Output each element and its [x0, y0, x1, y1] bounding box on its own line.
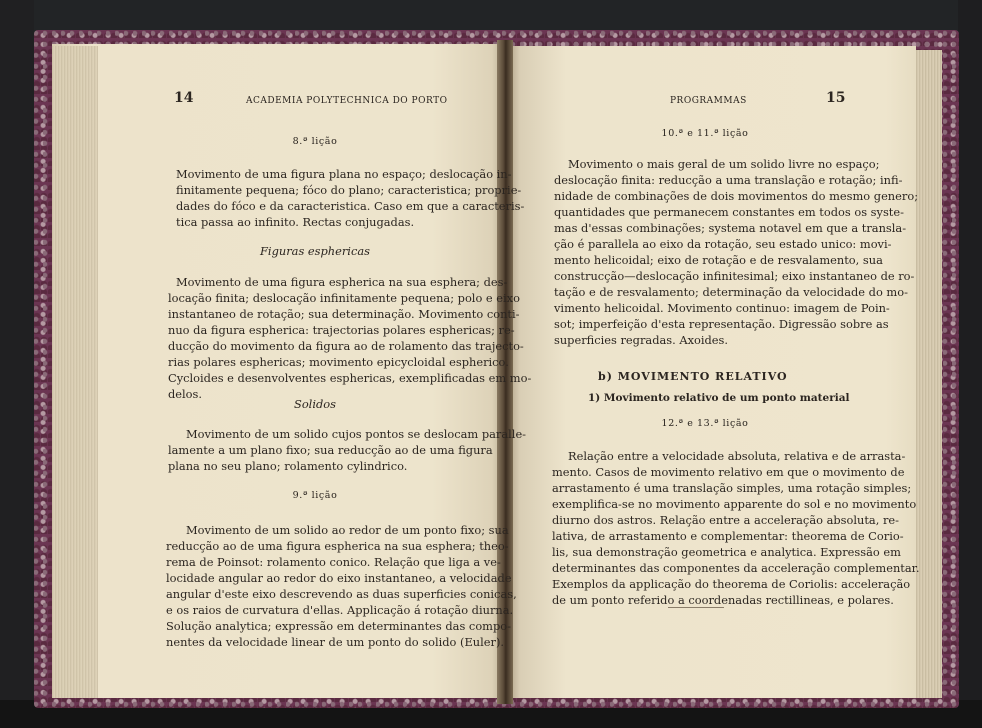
paragraph-line: finitamente pequena; fóco do plano; caracteristica; proprie- [176, 183, 522, 197]
page-number-left: 14 [174, 90, 194, 106]
paragraph-line: arrastamento é uma translação simples, uma rotação simples; [552, 481, 912, 495]
paragraph-line: lativa, de arrastamento e complementar: theorema de Corio- [552, 529, 904, 543]
paragraph-line: lamente a um plano fixo; sua reducção ao de uma figura [168, 443, 493, 457]
paragraph-line: deslocação finita: reducção a uma translação e rotação; infi- [554, 173, 903, 187]
paragraph-line: locação finita; deslocação infinitamente pequena; polo e eixo [168, 291, 520, 305]
paragraph-line: dades do fóco e da caracteristica. Caso em que a caracteris- [176, 199, 525, 213]
section-heading: Figuras esphericas [260, 244, 370, 258]
paragraph-line: e os raios de curvatura d'ellas. Applicação á rotação diurna. [166, 603, 514, 617]
paragraph-line: exemplifica-se no movimento apparente do sol e no movimento [552, 497, 917, 511]
paragraph-line: plana no seu plano; rolamento cylindrico. [168, 459, 408, 473]
running-head-right: PROGRAMMAS [670, 96, 747, 106]
paragraph-line: lis, sua demonstração geometrica e analytica. Expressão em [552, 545, 901, 559]
lesson-heading: 10.ª e 11.ª lição [661, 128, 749, 139]
paragraph-line: rias polares esphericas; movimento epicycloidal espherico. [168, 355, 509, 369]
paragraph-line: superficies regradas. Axoides. [554, 333, 729, 347]
part-heading: b) MOVIMENTO RELATIVO [598, 370, 788, 383]
lesson-heading: 12.ª e 13.ª lição [661, 418, 749, 429]
paragraph-line: Movimento de um solido cujos pontos se deslocam paralle- [186, 427, 527, 441]
paragraph-line: Movimento de uma figura espherica na sua esphera; des- [176, 275, 508, 289]
background-left [0, 0, 34, 728]
running-head-left: ACADEMIA POLYTECHNICA DO PORTO [246, 96, 448, 106]
lesson-heading: 9.ª lição [292, 490, 338, 501]
paragraph-line: delos. [168, 387, 202, 401]
right-page-edges [916, 50, 942, 698]
paragraph-line: Movimento de uma figura plana no espaço; deslocação in- [176, 167, 512, 181]
paragraph-line: mento helicoidal; eixo de rotação e de resvalamento, sua [554, 253, 883, 267]
paragraph-line: sot; imperfeição d'esta representação. Digressão sobre as [554, 317, 889, 331]
paragraph-line: quantidades que permanecem constantes em todos os syste- [554, 205, 904, 219]
paragraph-line: de um ponto referido a coordenadas rectillineas, e polares. [552, 593, 894, 607]
lesson-heading: 8.ª lição [292, 136, 338, 147]
paragraph-line: Movimento de um solido ao redor de um ponto fixo; sua [186, 523, 509, 537]
background-right [958, 0, 982, 728]
paragraph-line: instantaneo de rotação; sua determinação. Movimento conti- [168, 307, 520, 321]
paragraph-line: mas d'essas combinações; systema notavel em que a transla- [554, 221, 907, 235]
paragraph-line: Relação entre a velocidade absoluta, relativa e de arrasta- [568, 449, 906, 463]
paragraph-line: Movimento o mais geral de um solido livre no espaço; [568, 157, 880, 171]
section-heading: Solidos [294, 397, 336, 411]
paragraph-line: nidade de combinações de dois movimentos do mesmo genero; [554, 189, 919, 203]
paragraph-line: Solução analytica; expressão em determinantes das compo- [166, 619, 511, 633]
paragraph-line: vimento helicoidal. Movimento continuo: imagem de Poin- [554, 301, 890, 315]
section-divider [668, 607, 724, 608]
paragraph-line: Cycloides e desenvolventes esphericas, exemplificadas em mo- [168, 371, 532, 385]
paragraph-line: locidade angular ao redor do eixo instantaneo, a velocidade [166, 571, 512, 585]
paragraph-line: tação e de resvalamento; determinação da velocidade do mo- [554, 285, 908, 299]
paragraph-line: Exemplos da applicação do theorema de Coriolis: acceleração [552, 577, 911, 591]
paragraph-line: ducção do movimento da figura ao de rolamento das trajecto- [168, 339, 524, 353]
paragraph-line: construcção—deslocação infinitesimal; eixo instantaneo de ro- [554, 269, 915, 283]
paragraph-line: nentes da velocidade linear de um ponto do solido (Euler). [166, 635, 505, 649]
paragraph-line: ção é parallela ao eixo da rotação, seu estado unico: movi- [554, 237, 892, 251]
paragraph-line: angular d'este eixo descrevendo as duas superficies conicas, [166, 587, 517, 601]
left-page-edges [52, 46, 98, 698]
paragraph-line: reducção ao de uma figura espherica na sua esphera; theo- [166, 539, 509, 553]
subsection-heading: 1) Movimento relativo de um ponto material [588, 392, 850, 404]
paragraph-line: mento. Casos de movimento relativo em que o movimento de [552, 465, 905, 479]
page-number-right: 15 [826, 90, 846, 106]
paragraph-line: nuo da figura espherica: trajectorias polares esphericas; re- [168, 323, 515, 337]
paragraph-line: tica passa ao infinito. Rectas conjugadas. [176, 215, 415, 229]
paragraph-line: determinantes das componentes da acceleração complementar. [552, 561, 920, 575]
paragraph-line: diurno dos astros. Relação entre a acceleração absoluta, re- [552, 513, 899, 527]
paragraph-line: rema de Poinsot: rolamento conico. Relação que liga a ve- [166, 555, 501, 569]
